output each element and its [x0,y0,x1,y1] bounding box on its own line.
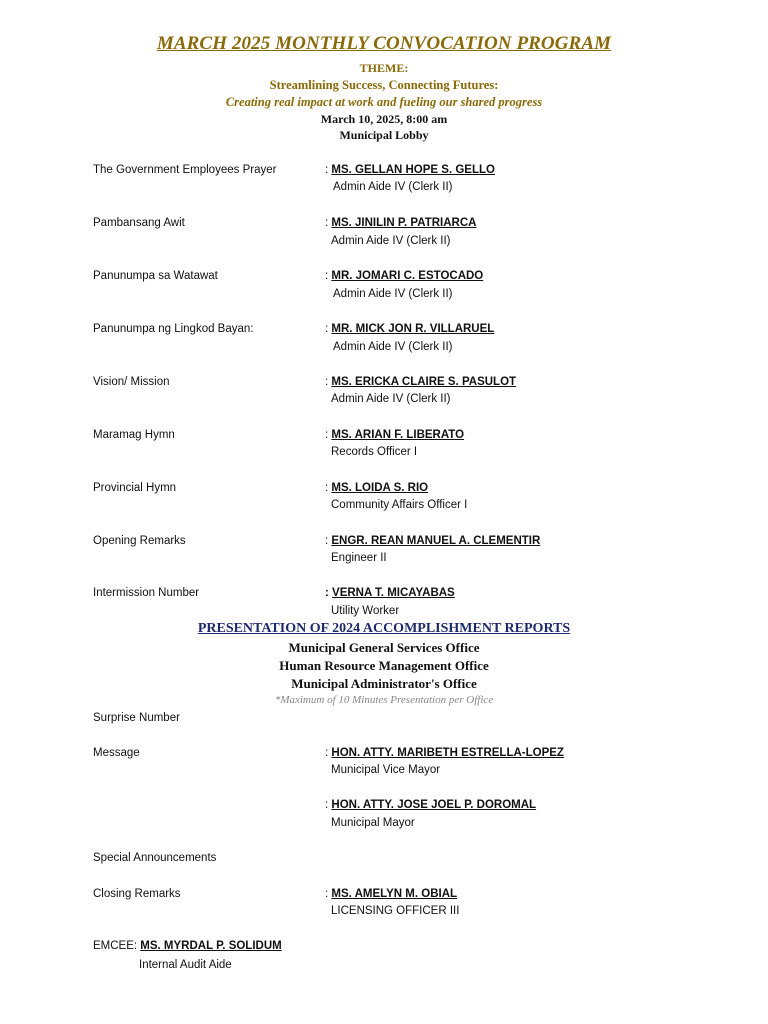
presenter-name: HON. ATTY. JOSE JOEL P. DOROMAL [331,799,537,811]
surprise-number-label: Surprise Number [93,712,180,724]
program-item-name [325,429,464,441]
presenter-name: MS. AMELYN M. OBIAL [331,888,458,900]
presenter-name: MS. ARIAN F. LIBERATO [331,429,465,441]
closing-speaker [325,888,457,900]
program-item-name [325,376,516,388]
message-speaker-2 [325,799,536,811]
office-item: Municipal Administrator's Office [291,676,477,691]
theme-label: THEME: [359,61,409,75]
separator: : [325,747,332,759]
program-item-name [325,270,483,282]
presenter-position: Municipal Vice Mayor [331,764,441,776]
emcee-line [93,940,282,952]
presenter-position: Admin Aide IV (Clerk II) [331,235,451,247]
presentation-note: *Maximum of 10 Minutes Presentation per Office [274,694,494,706]
separator: : [325,164,332,176]
presenter-position: Utility Worker [331,605,400,617]
presenter-position: Records Officer I [331,446,418,458]
theme-line-2: Creating real impact at work and fueling our shared progress [225,95,543,109]
office-item: Human Resource Management Office [279,658,489,673]
program-item-name [325,535,540,547]
office-item: Municipal General Services Office [288,640,480,655]
program-item-name [325,217,476,229]
separator: : [325,323,332,335]
presenter-name: ENGR. REAN MANUEL A. CLEMENTIR [331,535,541,547]
document-title: MARCH 2025 MONTHLY CONVOCATION PROGRAM [156,33,612,54]
program-item-label: Pambansang Awit [93,217,185,229]
program-item-label: Maramag Hymn [93,429,175,441]
event-date: March 10, 2025, 8:00 am [320,112,448,126]
presenter-name: MR. MICK JON R. VILLARUEL [331,323,495,335]
closing-remarks-label: Closing Remarks [93,888,181,900]
presenter-name: MS. LOIDA S. RIO [331,482,429,494]
presentation-title: PRESENTATION OF 2024 ACCOMPLISHMENT REPORTS [197,621,571,636]
separator: : [325,217,332,229]
program-item-label: Panunumpa ng Lingkod Bayan: [93,323,254,335]
separator: : [325,429,332,441]
presenter-position: Municipal Mayor [331,817,415,829]
presenter-name: MS. ERICKA CLAIRE S. PASULOT [331,376,517,388]
presenter-position: LICENSING OFFICER III [331,905,460,917]
program-item-label: Opening Remarks [93,535,186,547]
emcee-name: MS. MYRDAL P. SOLIDUM [140,940,282,952]
presenter-name: MS. GELLAN HOPE S. GELLO [331,164,495,176]
presenter-name: MS. JINILIN P. PATRIARCA [331,217,477,229]
separator: : [325,587,333,599]
program-item-name [325,323,494,335]
special-announcements-label: Special Announcements [93,852,217,864]
presenter-position: Admin Aide IV (Clerk II) [333,181,453,193]
program-item-label: Vision/ Mission [93,376,170,388]
separator: : [325,482,332,494]
program-item-name [325,587,455,599]
presenter-position: Admin Aide IV (Clerk II) [333,341,453,353]
separator: : [325,799,332,811]
separator: : [325,888,332,900]
presenter-name: MR. JOMARI C. ESTOCADO [331,270,484,282]
presenter-position: Admin Aide IV (Clerk II) [333,288,453,300]
presenter-position: Admin Aide IV (Clerk II) [331,393,451,405]
program-item-label: Intermission Number [93,587,200,599]
presenter-position: Community Affairs Officer I [331,499,468,511]
theme-line-1: Streamlining Success, Connecting Futures: [269,78,499,92]
presenter-name: HON. ATTY. MARIBETH ESTRELLA-LOPEZ [331,747,564,759]
program-item-name [325,164,495,176]
program-item-label: Panunumpa sa Watawat [93,270,218,282]
emcee-label: EMCEE: [93,940,141,952]
separator: : [325,270,332,282]
event-venue: Municipal Lobby [339,128,429,142]
separator: : [325,535,332,547]
emcee-position: Internal Audit Aide [139,959,232,971]
message-label: Message [93,747,140,759]
program-item-label: Provincial Hymn [93,482,177,494]
separator: : [325,376,332,388]
program-item-label: The Government Employees Prayer [93,164,277,176]
presenter-position: Engineer II [331,552,387,564]
program-item-name [325,482,428,494]
presenter-name: VERNA T. MICAYABAS [332,587,455,599]
message-speaker-1 [325,747,564,759]
